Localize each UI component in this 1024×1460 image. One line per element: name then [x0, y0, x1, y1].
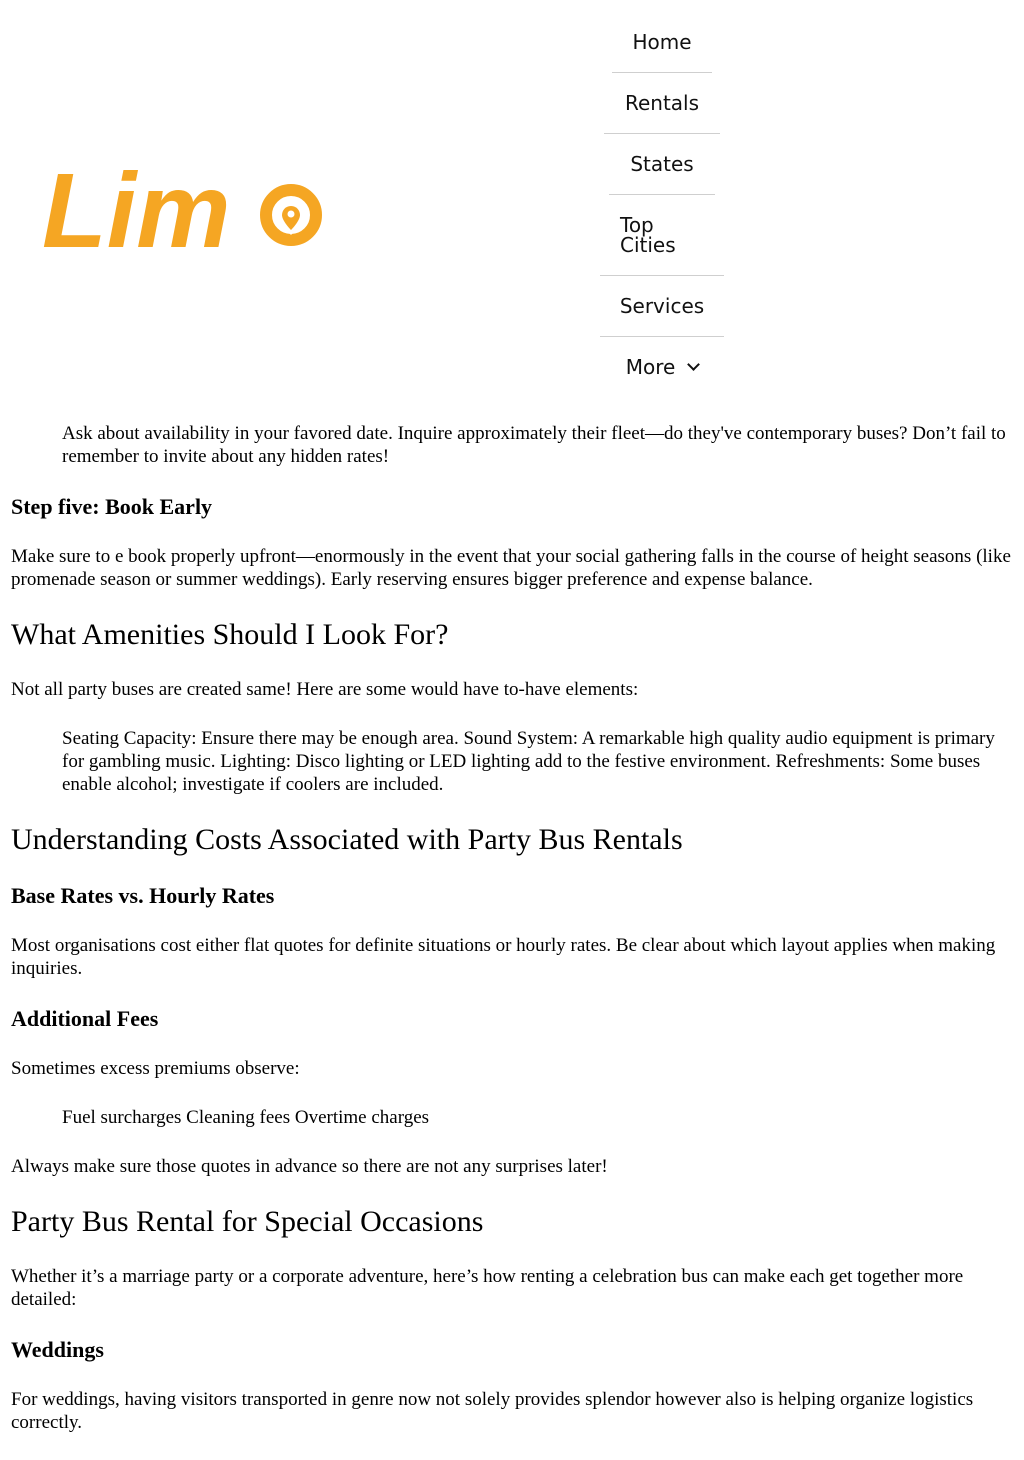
nav-item-services[interactable]	[598, 276, 726, 336]
nav-top-cities-label-line1: Top	[620, 213, 654, 237]
nav-rentals-label: Rentals	[624, 91, 700, 115]
nav-item-states[interactable]	[598, 134, 726, 194]
nav-item-home[interactable]	[598, 12, 726, 60]
paragraph: Whether it’s a marriage party or a corporate adventure, here’s how renting a celebration bus can make each get together more detailed:	[11, 1266, 964, 1310]
section-subheading: Additional Fees	[11, 1006, 159, 1031]
list-item: Seating Capacity: Ensure there may be enough area. Sound System: A remarkable high quality audio equipment is primary for gambling music. Lighting: Disco lighting or LED lighting add to the festive environment. Refreshments: Some buses enable alcohol; investigate if coolers are included.	[62, 728, 995, 795]
location-pin-icon	[266, 190, 316, 240]
nav-item-more[interactable]	[598, 337, 726, 397]
section-heading: Understanding Costs Associated with Party Bus Rentals	[11, 823, 683, 856]
nav-states-label: States	[630, 152, 694, 176]
list-item: Fuel surcharges Cleaning fees Overtime charges	[62, 1107, 430, 1128]
site-logo[interactable]	[42, 155, 332, 255]
main-nav	[598, 12, 726, 397]
section-subheading: Base Rates vs. Hourly Rates	[11, 883, 275, 908]
paragraph: Sometimes excess premiums observe:	[11, 1058, 300, 1079]
nav-home-label: Home	[632, 30, 692, 54]
nav-services-label: Services	[619, 294, 705, 318]
nav-item-rentals[interactable]	[598, 73, 726, 133]
nav-item-top-cities[interactable]	[598, 195, 726, 275]
paragraph: For weddings, having visitors transported in genre now not solely provides splendor however also is helping organize logistics correctly.	[11, 1389, 974, 1433]
article-content	[11, 422, 1015, 1460]
logo-wordmark: Lim	[42, 155, 231, 255]
section-subheading: Weddings	[11, 1337, 104, 1362]
section-heading: Party Bus Rental for Special Occasions	[11, 1205, 484, 1238]
nav-more-label: More	[625, 355, 676, 379]
section-heading: Step five: Book Early	[11, 494, 213, 519]
limo-logo-icon	[42, 155, 332, 255]
nav-top-cities-label-line2: Cities	[620, 233, 676, 257]
site-header	[0, 0, 1024, 400]
paragraph: Make sure to e book properly upfront—enormously in the event that your social gathering falls in the course of height seasons (like promenade season or summer weddings). Early reserving ensures bigger preference and expense balance.	[11, 546, 1011, 590]
paragraph: Most organisations cost either flat quotes for definite situations or hourly rates. Be clear about which layout applies when making inquiries.	[11, 935, 996, 979]
section-heading: What Amenities Should I Look For?	[11, 618, 449, 651]
chevron-down-icon	[687, 358, 700, 371]
list-item: Ask about availability in your favored date. Inquire approximately their fleet—do they've contemporary buses? Don’t fail to remember to invite about any hidden rates!	[62, 423, 1006, 467]
paragraph: Always make sure those quotes in advance so there are not any surprises later!	[11, 1156, 608, 1177]
paragraph: Not all party buses are created same! Here are some would have to-have elements:	[11, 679, 639, 700]
